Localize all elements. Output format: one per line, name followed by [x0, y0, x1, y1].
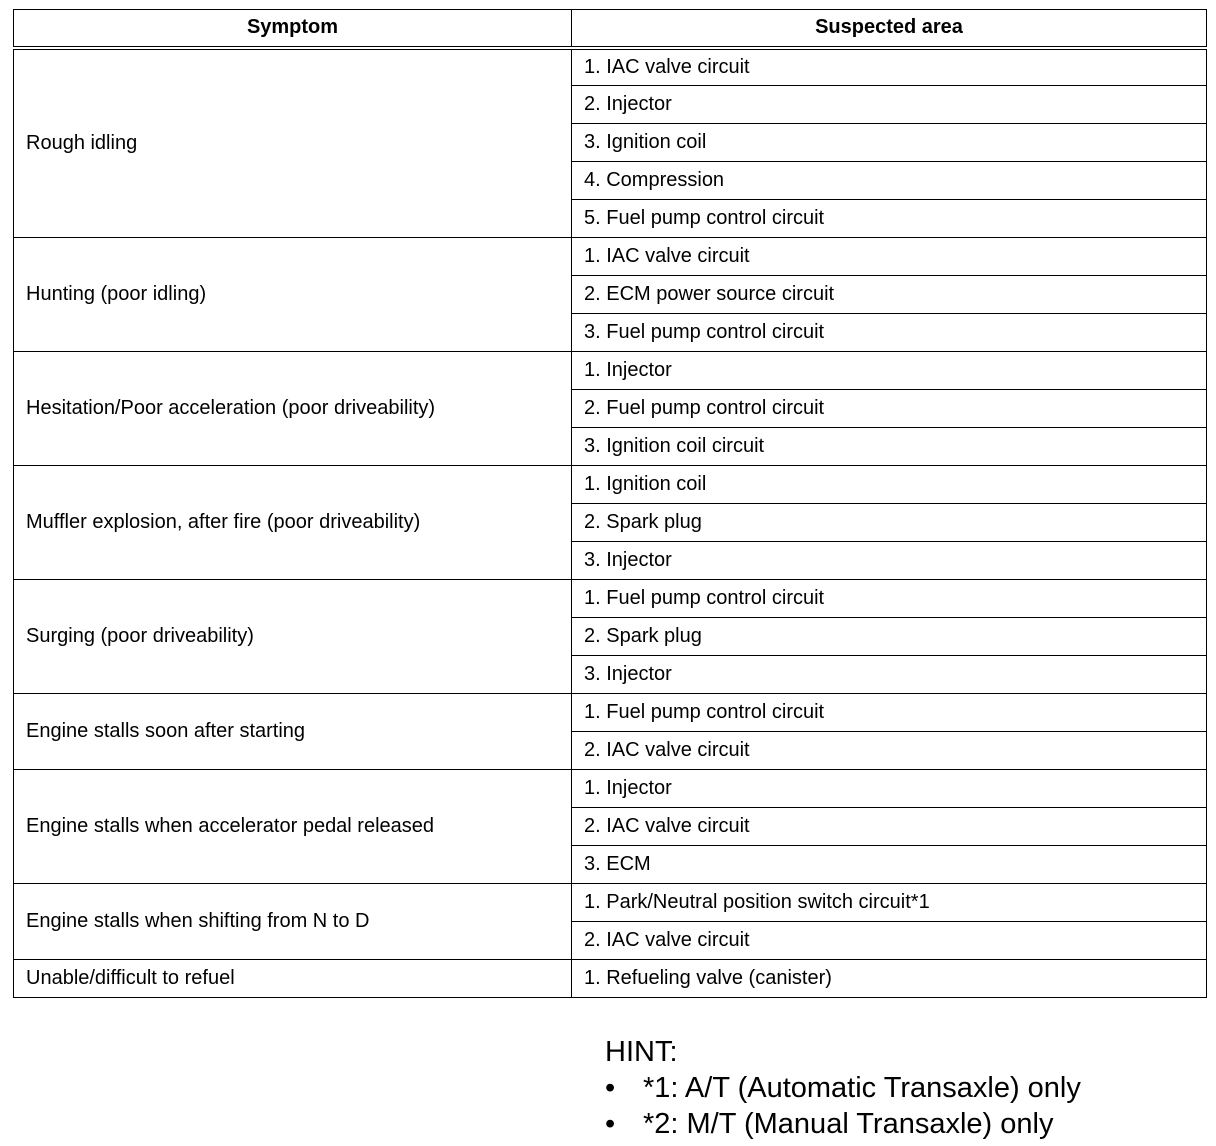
suspected-area-cell: 3. Fuel pump control circuit: [572, 314, 1207, 352]
suspected-area-cell: 1. IAC valve circuit: [572, 238, 1207, 276]
suspected-area-cell: 2. IAC valve circuit: [572, 922, 1207, 960]
suspected-area-cell: 2. IAC valve circuit: [572, 732, 1207, 770]
hint-item: [605, 1106, 1081, 1142]
suspected-area-cell: 3. ECM: [572, 846, 1207, 884]
table-row: [14, 580, 1207, 618]
symptom-cell: Hesitation/Poor acceleration (poor driveability): [14, 352, 572, 466]
suspected-area-cell: 1. Refueling valve (canister): [572, 960, 1207, 998]
bullet-icon: •: [605, 1072, 616, 1104]
hint-title: HINT:: [605, 1036, 678, 1068]
suspected-area-cell: 5. Fuel pump control circuit: [572, 200, 1207, 238]
suspected-area-cell: 3. Ignition coil: [572, 124, 1207, 162]
suspected-area-cell: 1. Injector: [572, 770, 1207, 808]
table-row: [14, 352, 1207, 390]
symptom-cell: Muffler explosion, after fire (poor driveability): [14, 466, 572, 580]
hint-item-text: *2: M/T (Manual Transaxle) only: [643, 1108, 1054, 1140]
symptom-cell: Engine stalls soon after starting: [14, 694, 572, 770]
symptom-table: [13, 9, 1207, 998]
table-row: [14, 884, 1207, 922]
suspected-area-cell: 1. Injector: [572, 352, 1207, 390]
hint-item: [605, 1070, 1081, 1106]
table-row: [14, 466, 1207, 504]
suspected-area-cell: 2. IAC valve circuit: [572, 808, 1207, 846]
suspected-area-cell: 1. Ignition coil: [572, 466, 1207, 504]
suspected-area-cell: 2. Injector: [572, 86, 1207, 124]
suspected-area-cell: 4. Compression: [572, 162, 1207, 200]
suspected-area-cell: 1. Fuel pump control circuit: [572, 580, 1207, 618]
suspected-area-cell: 3. Injector: [572, 542, 1207, 580]
symptom-cell: Engine stalls when accelerator pedal released: [14, 770, 572, 884]
table-row: [14, 238, 1207, 276]
symptom-cell: Surging (poor driveability): [14, 580, 572, 694]
suspected-area-cell: 3. Injector: [572, 656, 1207, 694]
suspected-area-cell: 1. Park/Neutral position switch circuit*1: [572, 884, 1207, 922]
suspected-area-cell: 3. Ignition coil circuit: [572, 428, 1207, 466]
header-row: [14, 10, 1207, 48]
hint-list: [605, 1070, 1081, 1142]
table-row: [14, 960, 1207, 998]
suspected-area-cell: 2. ECM power source circuit: [572, 276, 1207, 314]
table-body: [14, 48, 1207, 998]
suspected-area-cell: 2. Spark plug: [572, 618, 1207, 656]
symptom-cell: Hunting (poor idling): [14, 238, 572, 352]
table-row: [14, 48, 1207, 86]
table-row: [14, 694, 1207, 732]
symptom-cell: Unable/difficult to refuel: [14, 960, 572, 998]
symptom-cell: Rough idling: [14, 48, 572, 238]
hint-block: [605, 1034, 1081, 1142]
header-suspected-area: Suspected area: [572, 10, 1207, 48]
suspected-area-cell: 2. Spark plug: [572, 504, 1207, 542]
bullet-icon: •: [605, 1108, 616, 1140]
suspected-area-cell: 2. Fuel pump control circuit: [572, 390, 1207, 428]
symptom-cell: Engine stalls when shifting from N to D: [14, 884, 572, 960]
header-symptom: Symptom: [14, 10, 572, 48]
table-row: [14, 770, 1207, 808]
suspected-area-cell: 1. IAC valve circuit: [572, 48, 1207, 86]
hint-item-text: *1: A/T (Automatic Transaxle) only: [643, 1072, 1081, 1104]
suspected-area-cell: 1. Fuel pump control circuit: [572, 694, 1207, 732]
